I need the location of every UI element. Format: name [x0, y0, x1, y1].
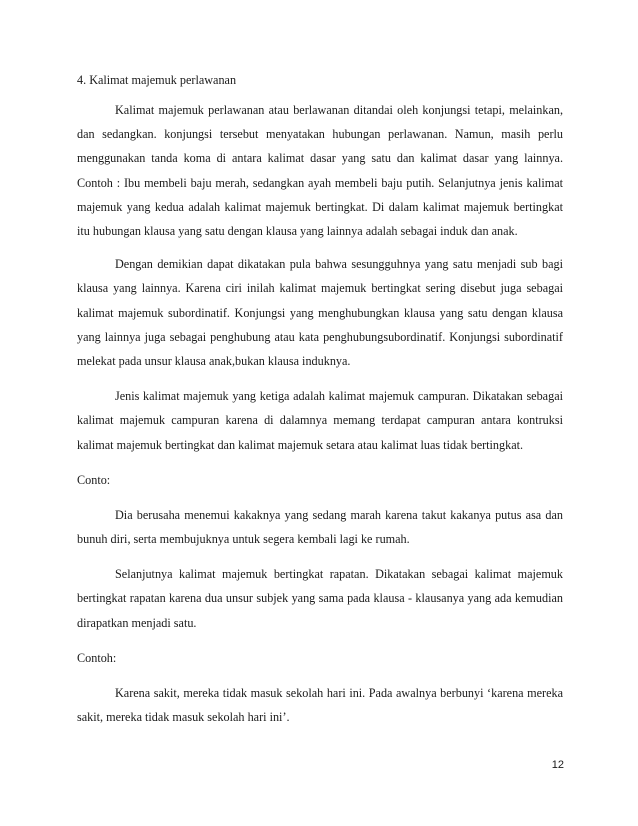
section-heading: 4. Kalimat majemuk perlawanan — [77, 73, 237, 87]
label-contoh: Contoh: — [77, 650, 117, 665]
paragraph-perlawanan: Kalimat majemuk perlawanan atau berlawanan ditandai oleh konjungsi tetapi, melainkan, dan sedangkan. konjungsi tersebut menyatakan hubungan perlawanan. Namun, masih perlu menggunakan tanda koma di antara kalimat dasar yang satu dan kalimat dasar yang lainnya. Contoh : Ibu membeli baju merah, sedangkan ayah membeli baju putih. Selanjutnya jenis kalimat majemuk yang kedua adalah kalimat majemuk bertingkat. Di dalam kalimat majemuk bertingkat itu hubungan klausa yang satu dengan klausa yang lainnya adalah sebagai induk dan anak. — [77, 103, 563, 239]
label-conto: Conto: — [77, 472, 111, 487]
page-content — [77, 68, 563, 740]
example-paragraph-1: Dia berusaha menemui kakaknya yang sedang marah karena takut kakanya putus asa dan bunuh diri, serta membujuknya untuk segera kembali lagi ke rumah. — [77, 507, 563, 547]
paragraph-subordinatif: Dengan demikian dapat dikatakan pula bahwa sesungguhnya yang satu menjadi sub bagi klausa yang lainnya. Karena ciri inilah kalimat majemuk bertingkat sering disebut juga sebagai kalimat majemuk subordinatif. Konjungsi yang menghubungkan klausa yang satu dengan klausa yang lainnya juga sebagai penghubung atau kata penghubungsubordinatif. Konjungsi subordinatif melekat pada unsur klausa anak,bukan klausa induknya. — [77, 257, 563, 369]
example-paragraph-2: Karena sakit, mereka tidak masuk sekolah hari ini. Pada awalnya berbunyi ‘karena mereka sakit, mereka tidak masuk sekolah hari ini’. — [77, 685, 563, 725]
paragraph-rapatan: Selanjutnya kalimat majemuk bertingkat rapatan. Dikatakan sebagai kalimat majemuk bertingkat rapatan karena dua unsur subjek yang sama pada klausa - klausanya yang ada kemudian dirapatkan menjadi satu. — [77, 567, 563, 630]
paragraph-campuran: Jenis kalimat majemuk yang ketiga adalah kalimat majemuk campuran. Dikatakan sebagai kalimat majemuk campuran karena di dalamnya memang terdapat campuran antara kontruksi kalimat majemuk bertingkat dan kalimat majemuk setara atau kalimat luas tidak bertingkat. — [77, 389, 563, 452]
page-number: 12 — [551, 759, 564, 771]
